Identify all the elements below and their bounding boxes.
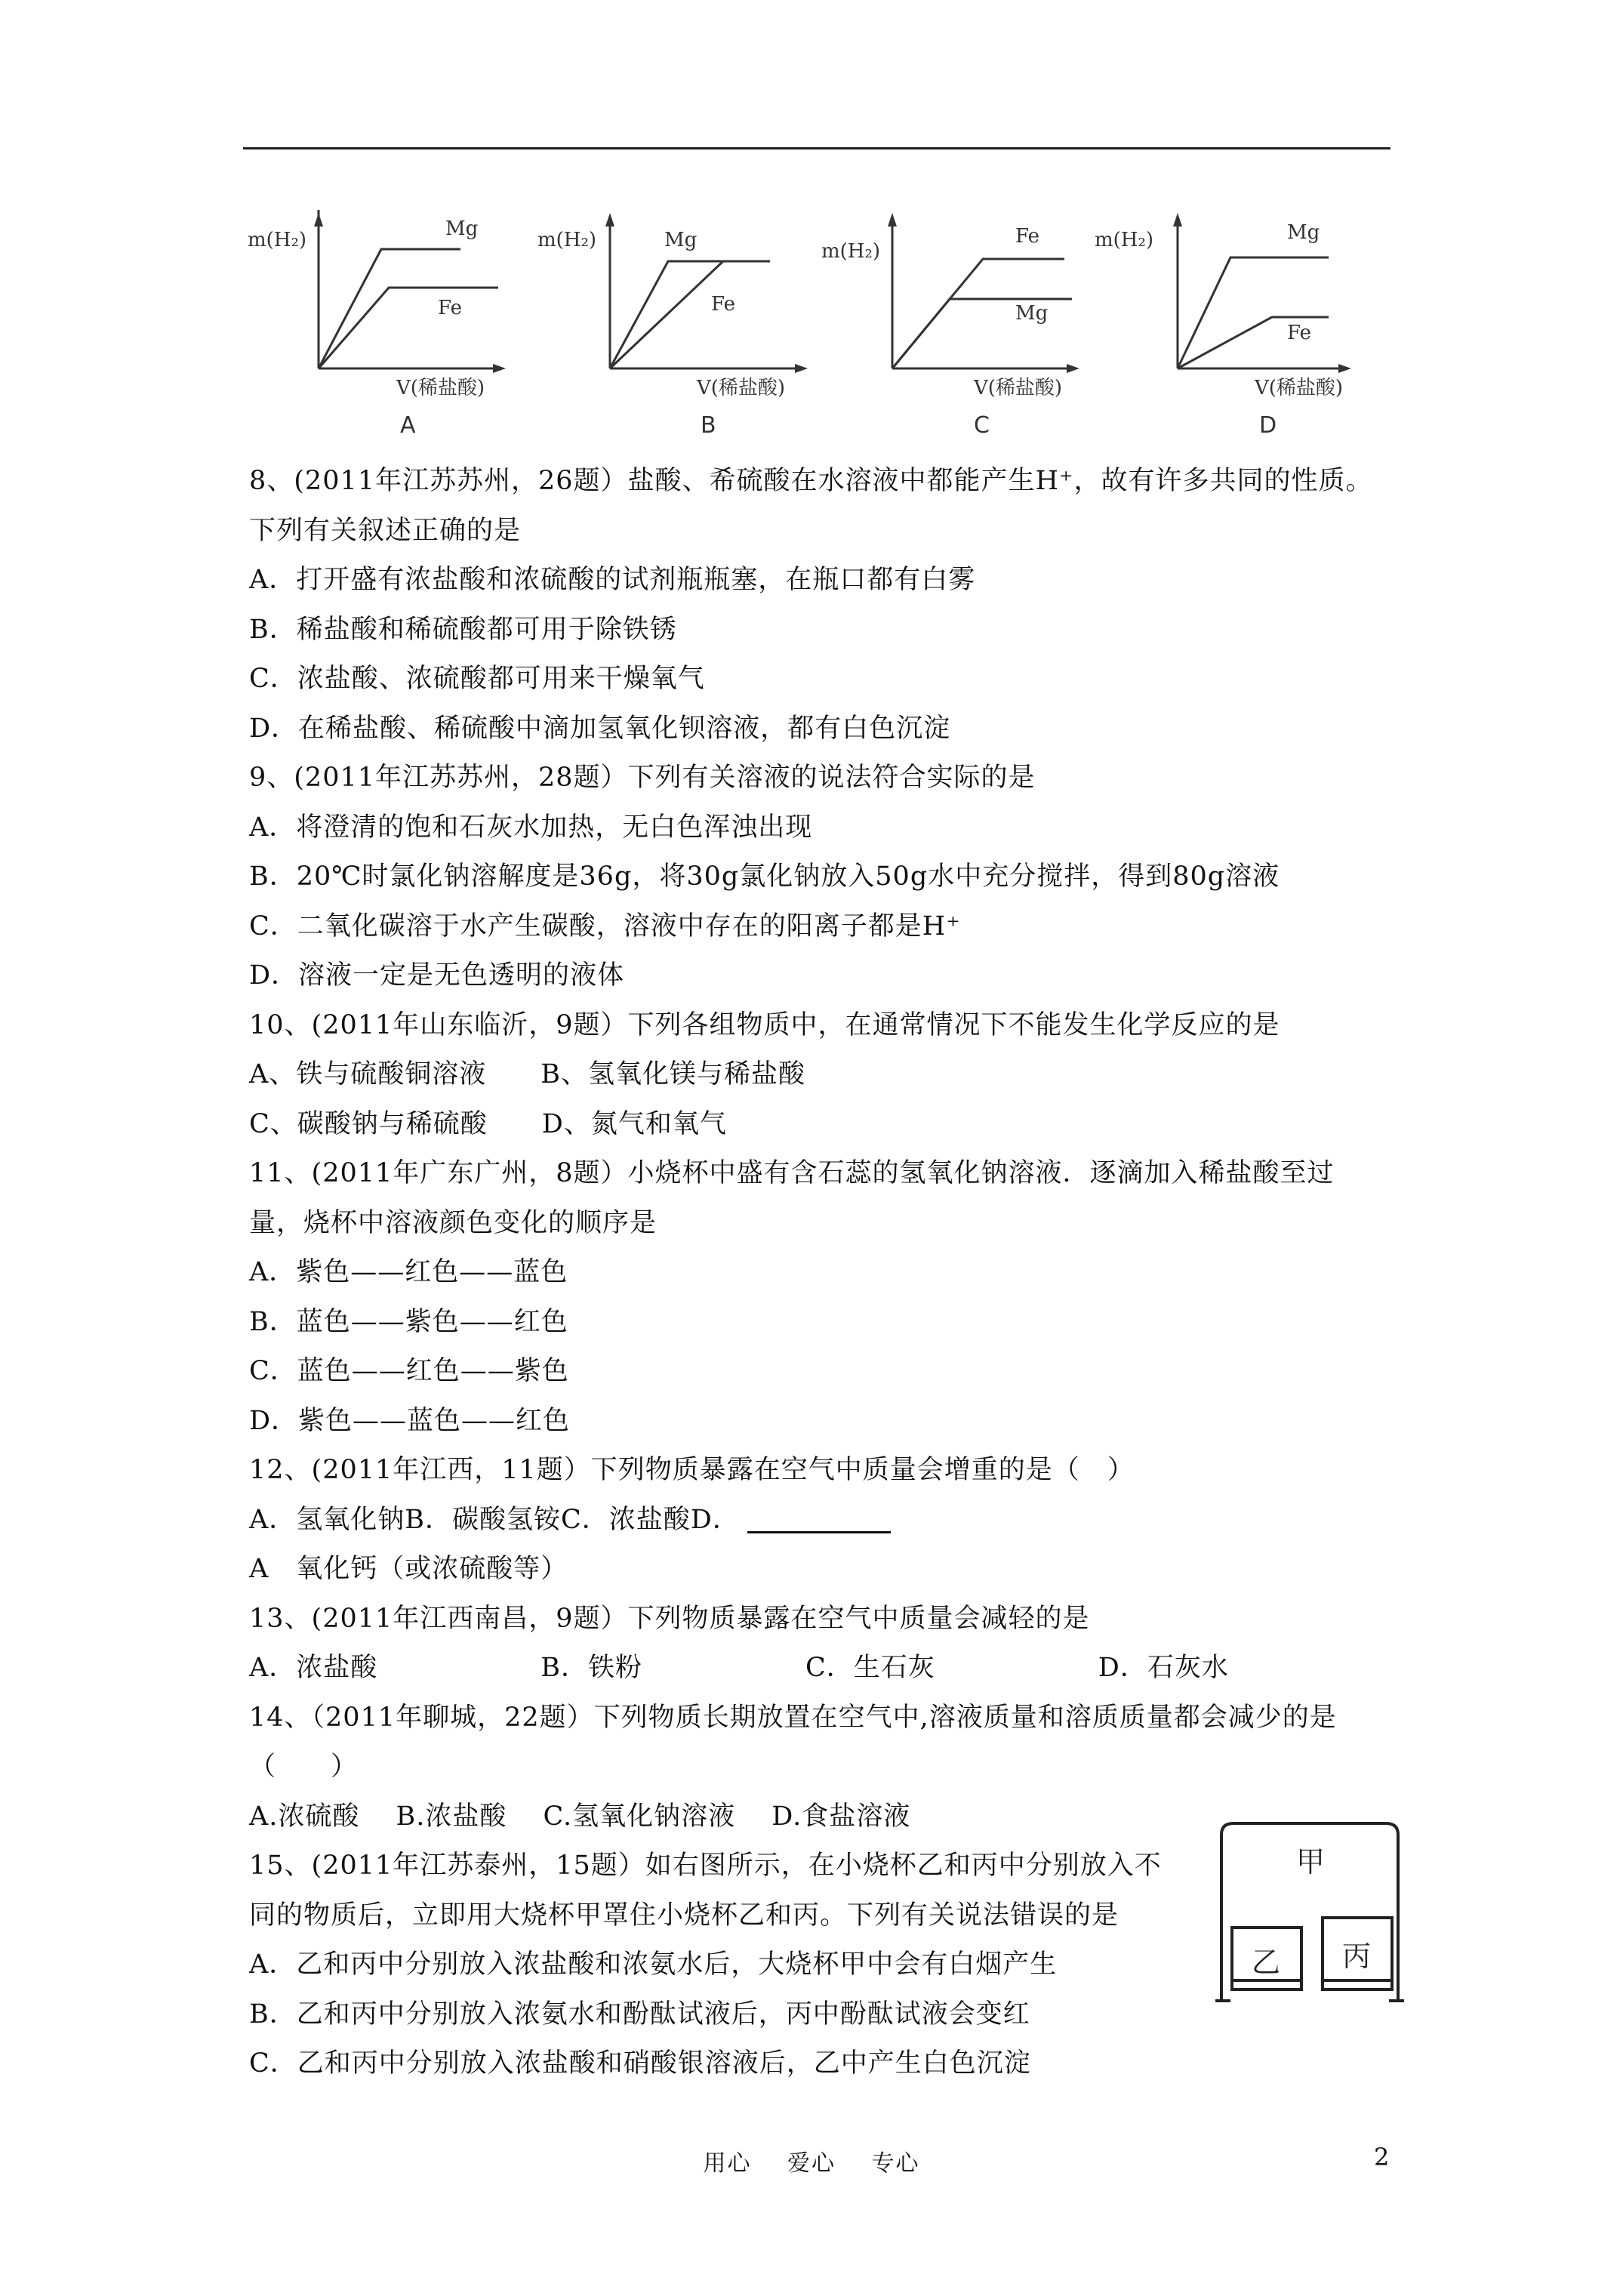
q12-options-text: A．氢氧化钠B．碳酸氢铵C．浓盐酸D． [249, 1504, 740, 1535]
graph-a-xlabel: V(稀盐酸) [396, 377, 485, 399]
graph-b-top-label: Mg [664, 229, 698, 251]
q10-stem: 10、(2011年山东临沂，9题）下列各组物质中，在通常情况下不能发生化学反应的是 [249, 1009, 1280, 1040]
q11-option-d: D．紫色——蓝色——红色 [249, 1405, 571, 1436]
graph-c [815, 210, 1087, 444]
q9-option-b: B．20℃时氯化钠溶解度是36g，将30g氯化钠放入50g水中充分搅拌，得到80g溶液 [249, 861, 1280, 892]
header-rule [243, 147, 1390, 149]
q8-option-c: C．浓盐酸、浓硫酸都可用来干燥氧气 [249, 664, 705, 694]
graph-a [242, 210, 513, 444]
q13-stem: 13、(2011年江西南昌，9题）下列物质暴露在空气中质量会减轻的是 [249, 1603, 1090, 1634]
graph-d-letter: D [1259, 412, 1277, 439]
graph-b-bottom-label: Fe [711, 293, 736, 316]
graph-d-ylabel: m(H₂) [1095, 229, 1154, 251]
beaker-left-label: 乙 [1252, 1946, 1281, 1979]
q9-option-c: C．二氧化碳溶于水产生碳酸，溶液中存在的阳离子都是H⁺ [249, 911, 961, 942]
q12-answer-blank [747, 1509, 891, 1533]
graph-a-ylabel: m(H₂) [248, 229, 307, 251]
q8-stem-1: 8、(2011年江苏苏州，26题）盐酸、希硫酸在水溶液中都能产生H⁺，故有许多共同的性质。 [249, 466, 1373, 496]
q8-option-d: D．在稀盐酸、稀硫酸中滴加氢氧化钡溶液，都有白色沉淀 [249, 713, 951, 744]
graph-a-bottom-label: Fe [438, 297, 463, 319]
graph-c-letter: C [974, 412, 990, 439]
q8-stem-2: 下列有关叙述正确的是 [249, 515, 522, 546]
footer-word-1: 用心 [703, 2150, 752, 2177]
graph-d-top-label: Mg [1287, 221, 1320, 244]
q9-stem: 9、(2011年江苏苏州，28题）下列有关溶液的说法符合实际的是 [249, 763, 1036, 793]
footer-word-3: 专心 [871, 2150, 920, 2177]
q10-options-ab: A、铁与硫酸铜溶液 B、氢氧化镁与稀盐酸 [249, 1059, 805, 1089]
q11-option-a: A．紫色——红色——蓝色 [249, 1257, 568, 1287]
graph-c-ylabel: m(H₂) [821, 240, 881, 263]
graph-b-letter: B [701, 412, 716, 439]
q15-stem-1: 15、(2011年江苏泰州，15题）如右图所示，在小烧杯乙和丙中分别放入不 [249, 1851, 1162, 1881]
page-number: 2 [1374, 2143, 1390, 2171]
q8-option-a: A．打开盛有浓盐酸和浓硫酸的试剂瓶瓶塞，在瓶口都有白雾 [249, 565, 976, 595]
graph-a-letter: A [400, 412, 416, 439]
graph-options [242, 210, 1404, 444]
q11-stem-2: 量，烧杯中溶液颜色变化的顺序是 [249, 1207, 658, 1238]
q11-stem-1: 11、(2011年广东广州，8题）小烧杯中盛有含石蕊的氢氧化钠溶液．逐滴加入稀盐酸至过 [249, 1158, 1335, 1188]
beaker-outer-label: 甲 [1296, 1845, 1326, 1878]
q15-stem-2: 同的物质后，立即用大烧杯甲罩住小烧杯乙和丙。下列有关说法错误的是 [249, 1900, 1119, 1931]
q9-option-a: A．将澄清的饱和石灰水加热，无白色浑浊出现 [249, 812, 813, 843]
q15-option-a: A．乙和丙中分别放入浓盐酸和浓氨水后，大烧杯甲中会有白烟产生 [249, 1949, 1058, 1980]
q11-option-c: C．蓝色——红色——紫色 [249, 1356, 569, 1386]
graph-d-xlabel: V(稀盐酸) [1255, 377, 1344, 399]
q9-option-d: D．溶液一定是无色透明的液体 [249, 960, 625, 991]
footer-word-2: 爱心 [787, 2150, 836, 2177]
q13-options: A．浓盐酸 B．铁粉 C．生石灰 D．石灰水 [249, 1653, 1229, 1683]
q11-option-b: B．蓝色——紫色——红色 [249, 1306, 568, 1337]
q14-options: A.浓硫酸 B.浓盐酸 C.氢氧化钠溶液 D.食盐溶液 [249, 1801, 911, 1832]
graph-c-xlabel: V(稀盐酸) [974, 377, 1063, 399]
q15-option-b: B．乙和丙中分别放入浓氨水和酚酞试液后，丙中酚酞试液会变红 [249, 1999, 1030, 2029]
graph-d-bottom-label: Fe [1287, 322, 1312, 344]
q12-options [249, 1496, 1397, 1546]
graph-b [537, 210, 815, 444]
q10-options-cd: C、碳酸钠与稀硫酸 D、氮气和氧气 [249, 1108, 727, 1139]
q14-bracket: （ ） [249, 1752, 359, 1782]
q14-stem: 14、（2011年聊城，22题）下列物质长期放置在空气中,溶液质量和溶质质量都会减少的是 [249, 1702, 1337, 1733]
beaker-figure [1208, 1816, 1412, 2005]
graph-b-xlabel: V(稀盐酸) [697, 377, 786, 399]
graph-d [1087, 210, 1359, 444]
q12-stem: 12、(2011年江西，11题）下列物质暴露在空气中质量会增重的是（ ） [249, 1455, 1135, 1485]
graph-b-ylabel: m(H₂) [537, 229, 597, 251]
graph-a-top-label: Mg [445, 217, 479, 240]
q8-option-b: B．稀盐酸和稀硫酸都可用于除铁锈 [249, 614, 677, 645]
graph-c-bottom-label: Mg [1015, 302, 1049, 325]
q15-option-c: C．乙和丙中分别放入浓盐酸和硝酸银溶液后，乙中产生白色沉淀 [249, 2048, 1031, 2079]
q12-answer: A 氧化钙（或浓硫酸等） [249, 1554, 568, 1584]
beaker-right-label: 丙 [1342, 1940, 1372, 1973]
graph-c-top-label: Fe [1015, 225, 1040, 248]
